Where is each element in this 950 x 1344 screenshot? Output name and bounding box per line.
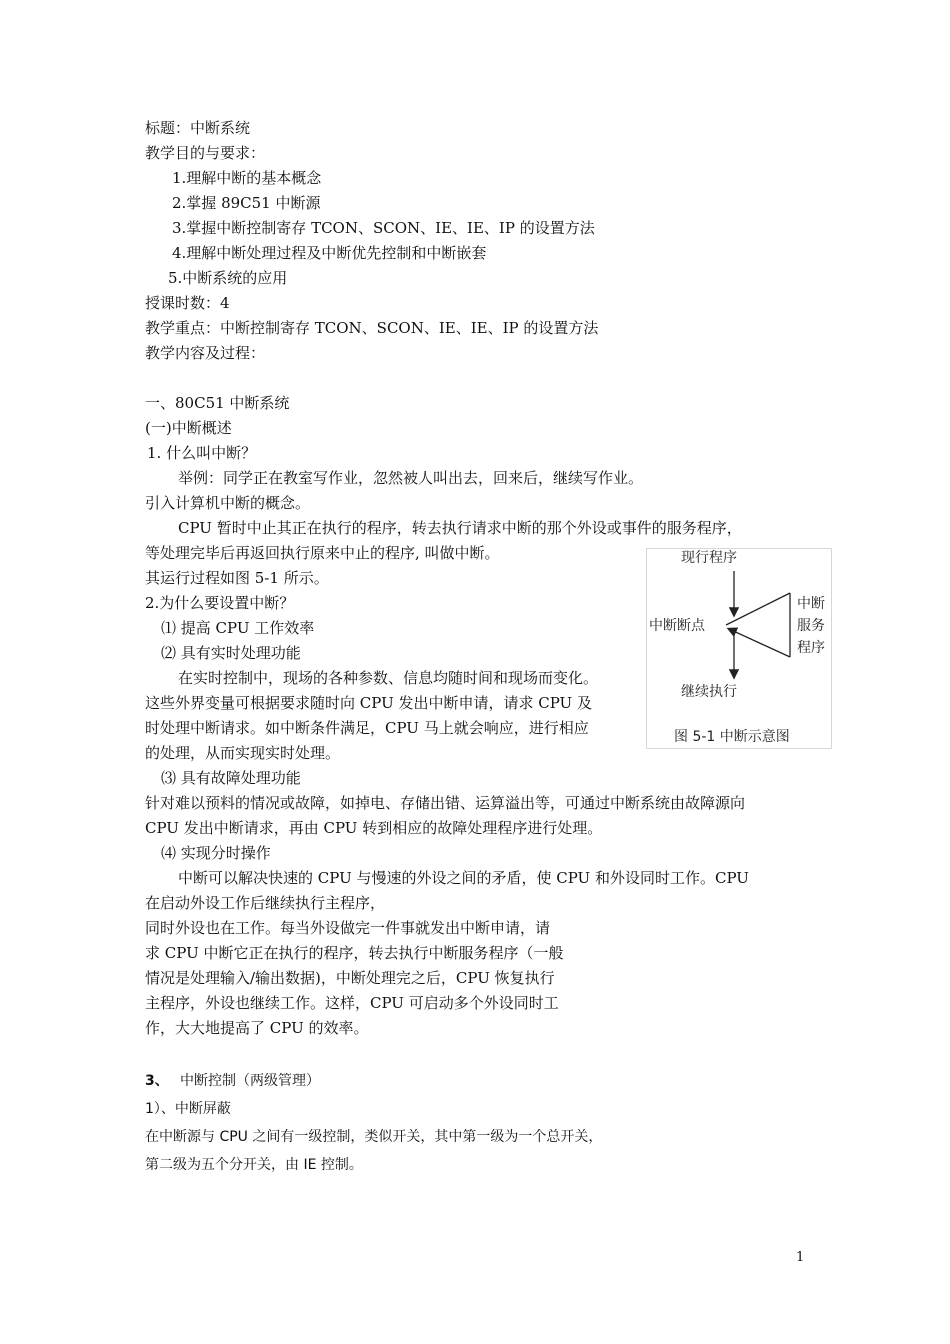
- doc-title: 标题：中断系统: [145, 119, 251, 137]
- service-entry-line: [726, 593, 790, 625]
- paragraph: 的处理，从而实现实时处理。: [145, 744, 341, 762]
- question-heading: 2.为什么要设置中断？: [145, 594, 295, 612]
- paragraph: 等处理完毕后再返回执行原来中止的程序, 叫做中断。: [145, 544, 500, 562]
- reason-item: ⑵ 具有实时处理功能: [161, 644, 301, 662]
- paragraph: 在实时控制中，现场的各种参数、信息均随时间和现场而变化。: [178, 669, 599, 687]
- paragraph: 情况是处理输入/输出数据)，中断处理完之后，CPU 恢复执行: [145, 969, 555, 987]
- paragraph: 第二级为五个分开关，由 IE 控制。: [145, 1157, 363, 1173]
- paragraph: 在中断源与 CPU 之间有一级控制，类似开关，其中第一级为一个总开关，: [145, 1129, 603, 1145]
- teaching-hours: 授课时数：4: [145, 294, 230, 312]
- service-return-arrow: [729, 629, 790, 657]
- page-number: 1: [796, 1250, 805, 1265]
- label-service-1: 中断: [797, 596, 825, 612]
- figure-caption: 图 5-1 中断示意图: [674, 729, 790, 745]
- subsection-heading: (一)中断概述: [145, 419, 232, 437]
- section-heading: 中断控制（两级管理）: [180, 1073, 320, 1089]
- paragraph: 这些外界变量可根据要求随时向 CPU 发出中断申请，请求 CPU 及: [145, 694, 592, 712]
- reason-item: ⑷ 实现分时操作: [161, 844, 271, 862]
- paragraph: 时处理中断请求。如中断条件满足，CPU 马上就会响应，进行相应: [145, 719, 589, 737]
- paragraph: 举例：同学正在教室写作业，忽然被人叫出去，回来后，继续写作业。: [178, 469, 644, 487]
- paragraph: 主程序，外设也继续工作。这样，CPU 可启动多个外设同时工: [145, 994, 559, 1012]
- label-breakpoint: 中断断点: [649, 618, 705, 634]
- paragraph: 针对难以预料的情况或故障，如掉电、存储出错、运算溢出等，可通过中断系统由故障源向: [145, 794, 746, 812]
- objectives-label: 教学目的与要求：: [145, 144, 266, 162]
- key-points: 教学重点：中断控制寄存 TCON、SCON、IE、IE、IP 的设置方法: [145, 319, 599, 337]
- objective-item: 5.中断系统的应用: [168, 269, 288, 287]
- paragraph: 作，大大地提高了 CPU 的效率。: [145, 1019, 369, 1037]
- paragraph: 其运行过程如图 5-1 所示。: [145, 569, 329, 587]
- interrupt-diagram: [646, 548, 832, 749]
- objective-item: 3.掌握中断控制寄存 TCON、SCON、IE、IE、IP 的设置方法: [172, 219, 595, 237]
- label-service-3: 程序: [797, 640, 825, 656]
- paragraph: 同时外设也在工作。每当外设做完一件事就发出中断申请，请: [145, 919, 551, 937]
- objective-item: 4.理解中断处理过程及中断优先控制和中断嵌套: [172, 244, 487, 262]
- section-heading: 一、80C51 中断系统: [145, 394, 290, 412]
- content-label: 教学内容及过程：: [145, 344, 266, 362]
- paragraph: CPU 暂时中止其正在执行的程序，转去执行请求中断的那个外设或事件的服务程序，: [178, 519, 742, 537]
- reason-item: ⑴ 提高 CPU 工作效率: [161, 619, 315, 637]
- question-heading: 1. 什么叫中断？: [147, 444, 257, 462]
- paragraph: 中断可以解决快速的 CPU 与慢速的外设之间的矛盾，使 CPU 和外设同时工作。CPU: [178, 869, 749, 887]
- paragraph: 引入计算机中断的概念。: [145, 494, 311, 512]
- paragraph: 求 CPU 中断它正在执行的程序，转去执行中断服务程序（一般: [145, 944, 564, 962]
- paragraph: CPU 发出中断请求，再由 CPU 转到相应的故障处理程序进行处理。: [145, 819, 603, 837]
- objective-item: 2.掌握 89C51 中断源: [172, 194, 321, 212]
- subsection-heading: 1）、中断屏蔽: [145, 1101, 231, 1117]
- reason-item: ⑶ 具有故障处理功能: [161, 769, 301, 787]
- label-service-2: 服务: [797, 618, 825, 634]
- paragraph: 在启动外设工作后继续执行主程序，: [145, 894, 386, 912]
- label-current-program: 现行程序: [681, 550, 737, 566]
- section-number: 3、: [145, 1073, 169, 1089]
- label-continue: 继续执行: [681, 684, 737, 700]
- objective-item: 1.理解中断的基本概念: [172, 169, 322, 187]
